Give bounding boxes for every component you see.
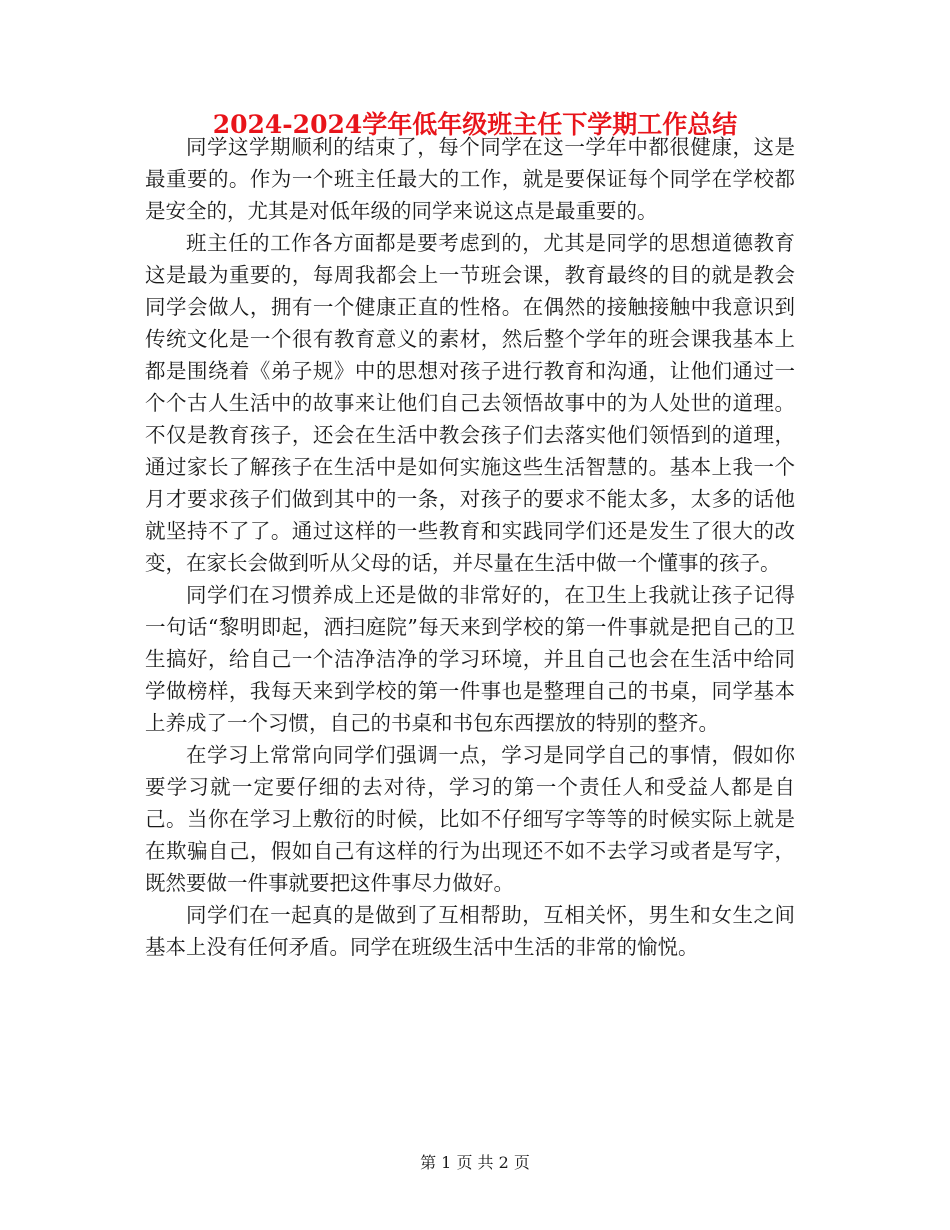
document-title: 2024-2024学年低年级班主任下学期工作总结 [212,110,738,139]
paragraph-1: 同学这学期顺利的结束了，每个同学在这一学年中都很健康，这是最重要的。作为一个班主任最大的工作，就是要保证每个同学在学校都是安全的，尤其是对低年级的同学来说这点是最重要的。 [145,135,795,223]
paragraph-4: 在学习上常常向同学们强调一点，学习是同学自己的事情，假如你要学习就一定要仔细的去对待，学习的第一个责任人和受益人都是自己。当你在学习上敷衍的时候，比如不仔细写字等等的时候实际上就是在欺骗自己，假如自己有这样的行为出现还不如不去学习或者是写字，既然要做一件事就要把这件事尽力做好。 [145,743,795,895]
paragraph-2: 班主任的工作各方面都是要考虑到的，尤其是同学的思想道德教育这是最为重要的，每周我都会上一节班会课，教育最终的目的就是教会同学会做人，拥有一个健康正直的性格。在偶然的接触接触中我意识到传统文化是一个很有教育意义的素材，然后整个学年的班会课我基本上都是围绕着《弟子规》中的思想对孩子进行教育和沟通，让他们通过一个个古人生活中的故事来让他们自己去领悟故事中的为人处世的道理。不仅是教育孩子，还会在生活中教会孩子们去落实他们领悟到的道理，通过家长了解孩子在生活中是如何实施这些生活智慧的。基本上我一个月才要求孩子们做到其中的一条，对孩子的要求不能太多，太多的话他就坚持不了了。通过这样的一些教育和实践同学们还是发生了很大的改变，在家长会做到听从父母的话，并尽量在生活中做一个懂事的孩子。 [145,231,795,575]
document-body [145,131,795,963]
page-number-footer: 第 1 页 共 2 页 [420,1153,530,1172]
paragraph-5: 同学们在一起真的是做到了互相帮助，互相关怀，男生和女生之间基本上没有任何矛盾。同学在班级生活中生活的非常的愉悦。 [145,903,795,959]
paragraph-3: 同学们在习惯养成上还是做的非常好的，在卫生上我就让孩子记得一句话“黎明即起，洒扫庭院”每天来到学校的第一件事就是把自己的卫生搞好，给自己一个洁净洁净的学习环境，并且自己也会在生活中给同学做榜样，我每天来到学校的第一件事也是整理自己的书桌，同学基本上养成了一个习惯，自己的书桌和书包东西摆放的特别的整齐。 [145,583,795,735]
